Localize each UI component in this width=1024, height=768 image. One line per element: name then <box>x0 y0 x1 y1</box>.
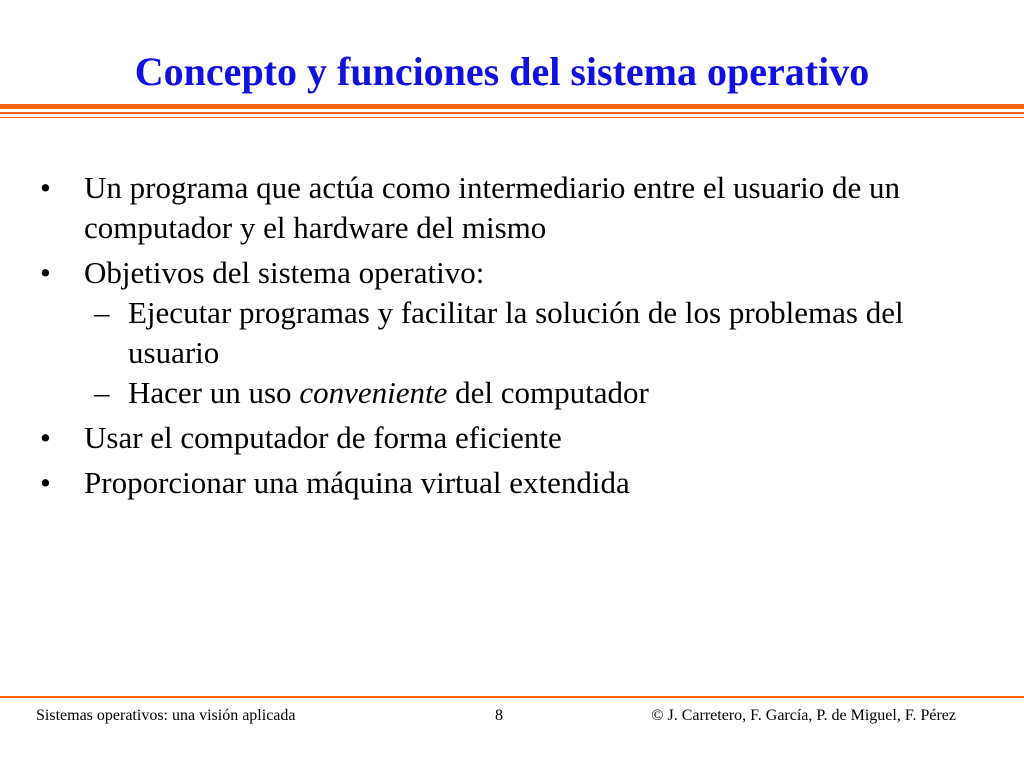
bullet-text: Un programa que actúa como intermediario entre el usuario de un computador y el hardware del mismo <box>84 170 901 245</box>
bullet-item <box>40 463 980 503</box>
dash-marker: – <box>94 295 110 330</box>
sub-bullet-text-start: Hacer un uso <box>128 375 300 410</box>
sub-bullet-text: Ejecutar programas y facilitar la solución de los problemas del usuario <box>128 295 904 370</box>
bullet-item <box>40 418 980 458</box>
bullet-marker: • <box>40 420 51 455</box>
bullet-marker: • <box>40 170 51 205</box>
title-rule-thin <box>0 112 1024 114</box>
sub-bullet-item <box>84 373 980 413</box>
bullet-marker: • <box>40 465 51 500</box>
footer-page-number: 8 <box>495 707 503 724</box>
footer-book-title: Sistemas operativos: una visión aplicada <box>36 707 296 724</box>
bullet-item <box>40 253 980 413</box>
bullet-text: Proporcionar una máquina virtual extendida <box>84 465 630 500</box>
bullet-text: Usar el computador de forma eficiente <box>84 420 562 455</box>
bullet-text: Objetivos del sistema operativo: <box>84 255 485 290</box>
footer-rule <box>0 696 1024 698</box>
bullet-item <box>40 168 980 248</box>
title-rule-hairline <box>0 117 1024 118</box>
title-rule-thick <box>0 104 1024 109</box>
dash-marker: – <box>94 375 110 410</box>
bullet-marker: • <box>40 255 51 290</box>
emphasized-word: conveniente <box>299 375 448 410</box>
footer-copyright: © J. Carretero, F. García, P. de Miguel, F. Pérez <box>651 707 956 724</box>
slide-title: Concepto y funciones del sistema operativo <box>134 49 870 94</box>
slide-content <box>40 168 980 508</box>
sub-bullet-text-end: del computador <box>447 375 649 410</box>
sub-bullet-item <box>84 293 980 373</box>
